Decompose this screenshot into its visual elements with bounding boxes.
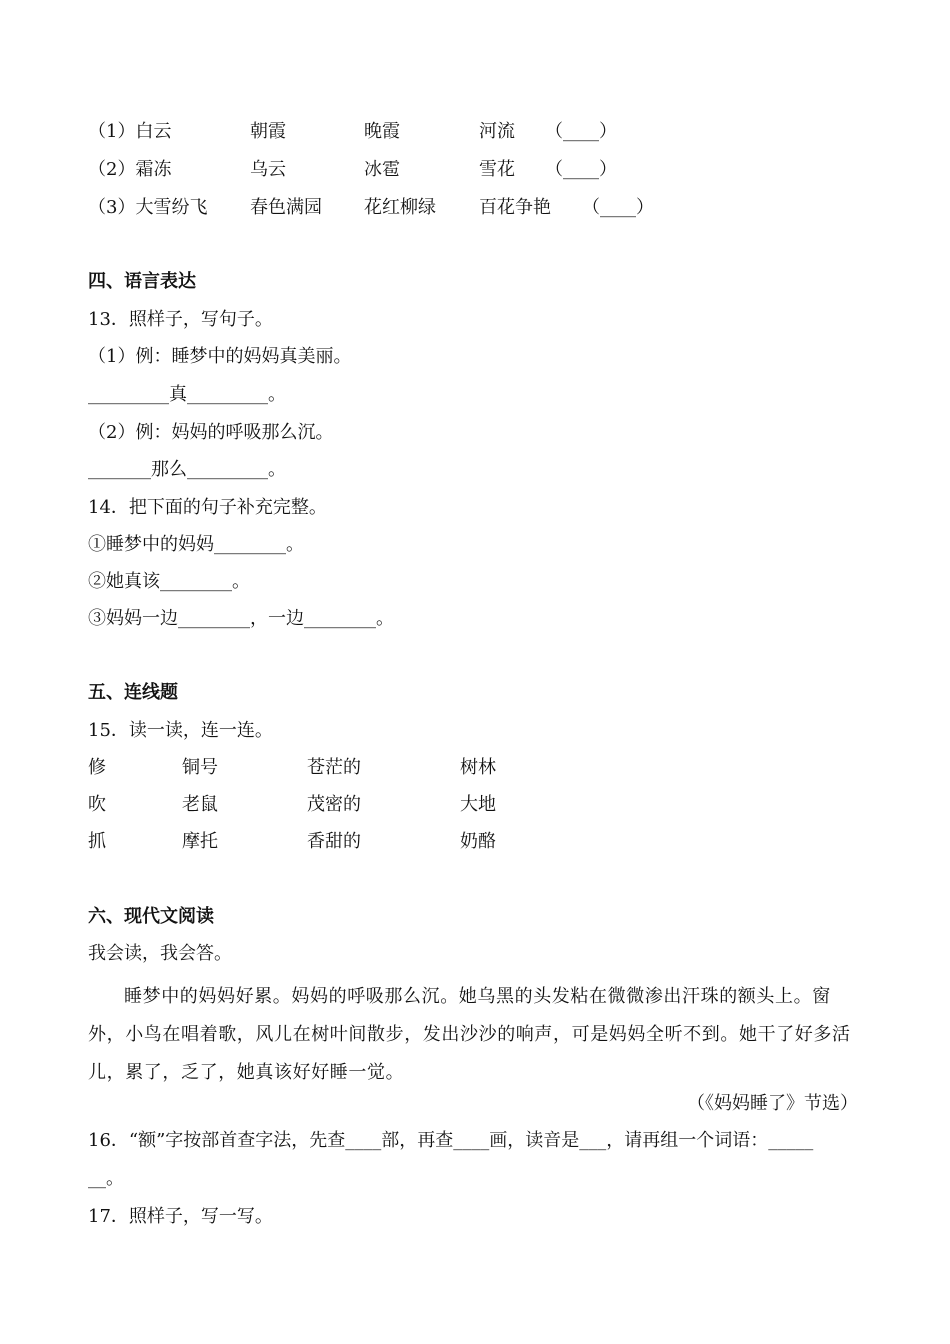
q13-1-example: （1）例：睡梦中的妈妈真美丽。 <box>88 346 352 367</box>
q15-prompt: 15．读一读，连一连。 <box>88 720 273 741</box>
q12-row-3-answer-blank[interactable]: （____） <box>582 197 654 218</box>
q12-row-2-word-3: 冰雹 <box>364 159 400 180</box>
q12-row-3-word-3: 花红柳绿 <box>364 197 436 218</box>
q13-2-example: （2）例：妈妈的呼吸那么沉。 <box>88 422 334 443</box>
q12-row-3-word-2: 春色满园 <box>250 197 322 218</box>
matching-item[interactable]: 老鼠 <box>182 794 218 815</box>
q12-row-3-word-4: 百花争艳 <box>479 197 551 218</box>
q13-2-fill-blank[interactable]: _______那么_________。 <box>88 459 286 480</box>
q12-row-3-label: （3）大雪纷飞 <box>88 197 208 218</box>
q14-2-fill-blank[interactable]: ②她真该________。 <box>88 571 250 592</box>
matching-item[interactable]: 大地 <box>460 794 496 815</box>
reading-intro: 我会读，我会答。 <box>88 943 232 964</box>
q12-row-2-word-2: 乌云 <box>250 159 286 180</box>
matching-item[interactable]: 吹 <box>88 794 106 815</box>
matching-item[interactable]: 铜号 <box>182 757 218 778</box>
section-6-heading: 六、现代文阅读 <box>88 906 214 927</box>
matching-item[interactable]: 树林 <box>460 757 496 778</box>
matching-item[interactable]: 苍茫的 <box>307 757 361 778</box>
q14-3-fill-blank[interactable]: ③妈妈一边________，一边________。 <box>88 608 394 629</box>
passage-source: （《妈妈睡了》节选） <box>687 1093 858 1114</box>
q12-row-2-answer-blank[interactable]: （____） <box>545 159 617 180</box>
section-5-heading: 五、连线题 <box>88 682 178 703</box>
q12-row-1-word-2: 朝霞 <box>250 121 286 142</box>
matching-item[interactable]: 茂密的 <box>307 794 361 815</box>
q12-row-2-word-4: 雪花 <box>479 159 515 180</box>
reading-passage-text: 睡梦中的妈妈好累。妈妈的呼吸那么沉。她乌黑的头发粘在微微渗出汗珠的额头上。窗外，小鸟在唱着歌，风儿在树叶间散步，发出沙沙的响声，可是妈妈全听不到。她干了好多活儿，累了，乏了，她真该好好睡一觉。 <box>88 986 851 1083</box>
q14-prompt: 14．把下面的句子补充完整。 <box>88 497 327 518</box>
matching-item[interactable]: 抓 <box>88 831 106 852</box>
q12-row-1-label: （1）白云 <box>88 121 172 142</box>
q14-1-fill-blank[interactable]: ①睡梦中的妈妈________。 <box>88 534 304 555</box>
q12-row-1-word-4: 河流 <box>479 121 515 142</box>
matching-item[interactable]: 摩托 <box>182 831 218 852</box>
matching-item[interactable]: 修 <box>88 757 106 778</box>
q16-prompt-continued[interactable]: __。 <box>88 1168 124 1189</box>
matching-item[interactable]: 香甜的 <box>307 831 361 852</box>
q16-prompt[interactable]: 16．“额”字按部首查字法，先查____部，再查____画，读音是___，请再组一个词语：_____ <box>88 1130 814 1151</box>
matching-item[interactable]: 奶酪 <box>460 831 496 852</box>
q13-prompt: 13．照样子，写句子。 <box>88 309 273 330</box>
reading-passage <box>88 978 864 1092</box>
section-4-heading: 四、语言表达 <box>88 271 196 292</box>
q17-prompt: 17．照样子，写一写。 <box>88 1206 273 1227</box>
q12-row-1-answer-blank[interactable]: （____） <box>545 121 617 142</box>
q13-1-fill-blank[interactable]: _________真_________。 <box>88 384 286 405</box>
q12-row-1-word-3: 晚霞 <box>364 121 400 142</box>
q12-row-2-label: （2）霜冻 <box>88 159 172 180</box>
